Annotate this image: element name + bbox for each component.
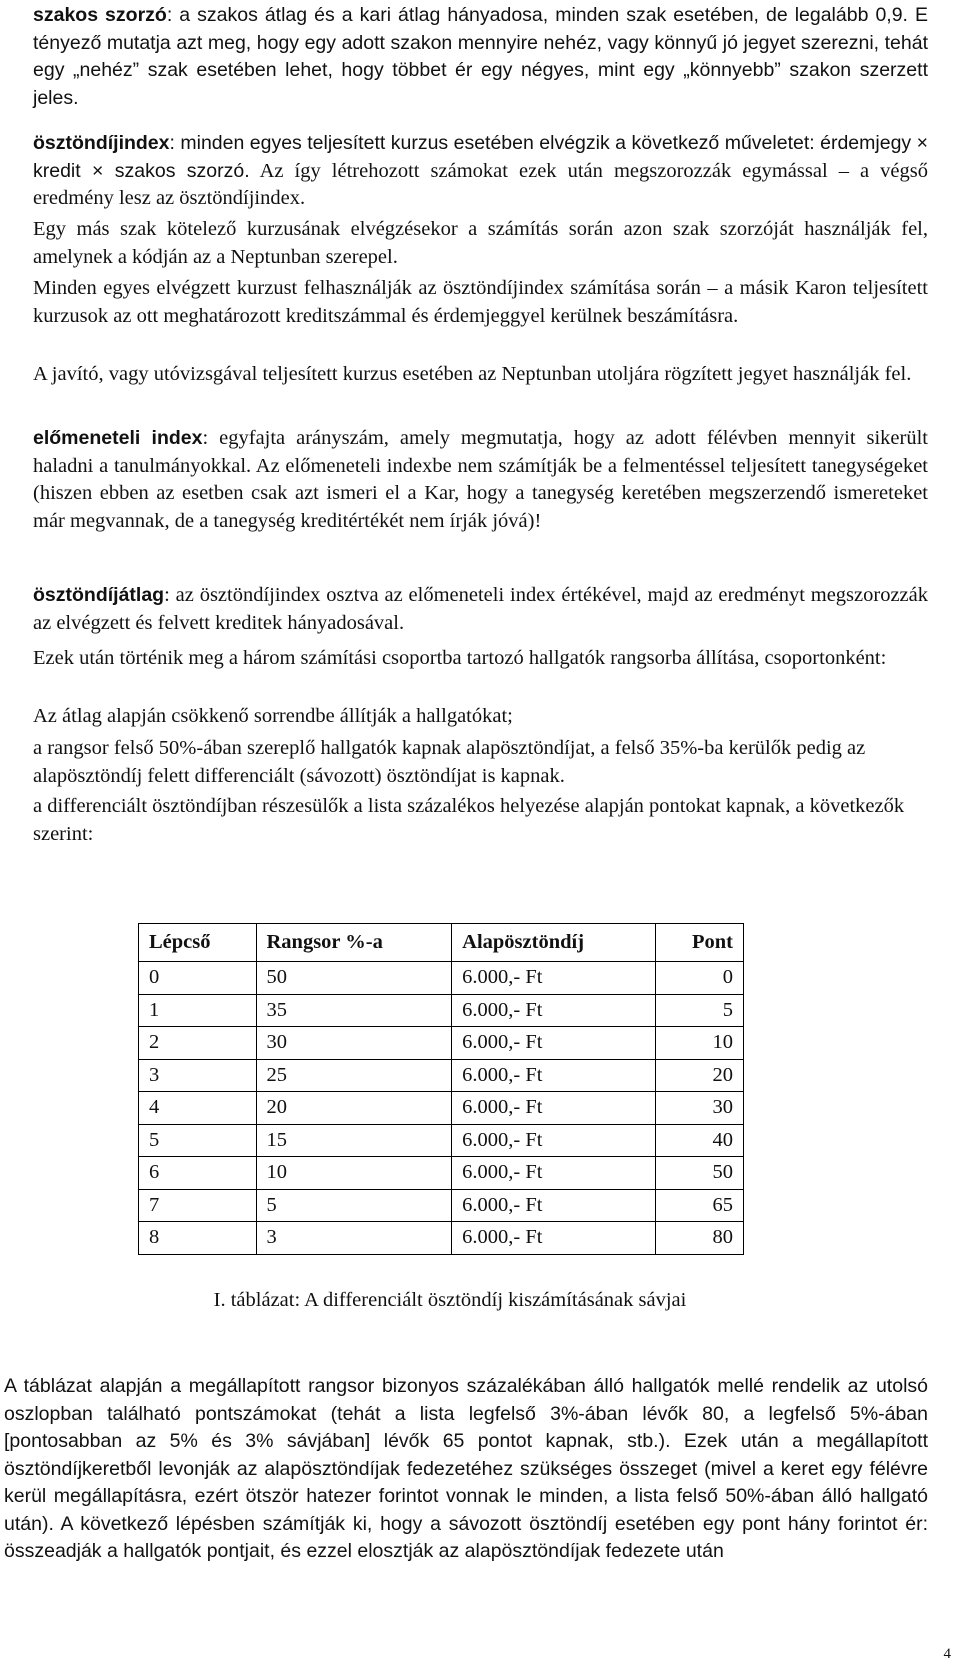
differentiated-scholarship-table xyxy=(138,923,744,1255)
paragraph-osztondijatlag xyxy=(33,582,928,637)
cell-alaposztondij: 6.000,- Ft xyxy=(452,1059,656,1092)
table-header-row xyxy=(139,924,744,962)
cell-rangsor: 3 xyxy=(256,1222,452,1255)
definition-text: : egyfajta arányszám, amely megmutatja, hogy az adott félévben mennyit sikerült haladni a tanulmányokkal. Az előmeneteli indexbe nem számítják be a felmentéssel teljesített tanegységeket (hiszen ebben az esetben csak azt ismeri el a Kar, hogy a tanegység keretében megszerzendő ismereteket már megvannak, de a tanegység kreditértékét nem írják jóvá)! xyxy=(33,427,929,532)
cell-pont: 80 xyxy=(655,1222,743,1255)
paragraph-osztondijindex xyxy=(33,130,928,213)
cell-rangsor: 10 xyxy=(256,1157,452,1190)
page-number: 4 xyxy=(943,1646,951,1662)
cell-rangsor: 5 xyxy=(256,1189,452,1222)
cell-pont: 50 xyxy=(655,1157,743,1190)
paragraph-javito: A javító, vagy utóvizsgával teljesített kurzus esetében az Neptunban utoljára rögzített jegyet használják fel. xyxy=(33,363,912,385)
paragraph-elomeneteli-index xyxy=(33,425,928,535)
table-row xyxy=(139,994,744,1027)
cell-rangsor: 15 xyxy=(256,1124,452,1157)
cell-alaposztondij: 6.000,- Ft xyxy=(452,1157,656,1190)
definition-text: : a szakos átlag és a kari átlag hányadosa, minden szak esetében, de legalább 0,9. E tényező mutatja azt meg, hogy egy adott szakon mennyire nehéz, vagy könnyű jó jegyet szerezni, tehát egy „nehéz” szak esetében lehet, hogy többet ér egy négyes, mint egy „könnyebb” szakon szerzett jeles. xyxy=(33,4,928,109)
definition-text: : minden egyes teljesített kurzus esetében elvégzik a következő műveletet: érdemjegy × kredit × szakos szorzó. xyxy=(33,132,928,182)
paragraph-pontszamok: A táblázat alapján a megállapított rangsor bizonyos százalékában álló hallgatók mellé rendelik az utolsó oszlopban található pontszámokat (tehát a lista legfelső 3%-ában lévők 80, a legfelső 5%-ában [pontosabban az 5% és 3% sávjában] lévők 65 pontot kapnak, stb.). Ezek után a megállapított ösztöndíjkeretből levonják az alapösztöndíjak fedezetéhez szükséges összeget (mivel a keret egy félévre kerül megállapításra, ezért ötször hatezer forintot vonnak le minden, a lista felső 50%-ában álló hallgató után). A következő lépésben számítják ki, hogy a sávozott ösztöndíj esetében egy pont hány forintot ér: összeadják a hallgatók pontjait, és ezzel elosztják az alapösztöndíjak fedezete után xyxy=(4,1375,928,1562)
table-row xyxy=(139,1027,744,1060)
cell-rangsor: 25 xyxy=(256,1059,452,1092)
paragraph-differencialt: a differenciált ösztöndíjban részesülők a lista százalékos helyezése alapján pontokat kapnak, a következők szerint: xyxy=(33,795,905,845)
term-elomeneteli-index: előmeneteli index xyxy=(33,427,203,449)
cell-pont: 40 xyxy=(655,1124,743,1157)
term-osztondijatlag: ösztöndíjátlag xyxy=(33,584,165,606)
cell-alaposztondij: 6.000,- Ft xyxy=(452,994,656,1027)
cell-alaposztondij: 6.000,- Ft xyxy=(452,1124,656,1157)
paragraph-alaposztondij: a rangsor felső 50%-ában szereplő hallgatók kapnak alapösztöndíjat, a felső 35%-ba kerülők pedig az alapösztöndíj felett differenciált (sávozott) ösztöndíjat is kapnak. xyxy=(33,737,866,787)
cell-lepcso: 4 xyxy=(139,1092,257,1125)
paragraph-rangsor: Ezek után történik meg a három számítási csoportba tartozó hallgatók rangsorba állítása, csoportonként: xyxy=(33,647,887,669)
cell-lepcso: 6 xyxy=(139,1157,257,1190)
col-header-alaposztondij: Alapösztöndíj xyxy=(452,924,656,962)
term-osztondijindex: ösztöndíjindex xyxy=(33,132,170,154)
cell-lepcso: 5 xyxy=(139,1124,257,1157)
cell-alaposztondij: 6.000,- Ft xyxy=(452,1027,656,1060)
cell-rangsor: 30 xyxy=(256,1027,452,1060)
col-header-lepcso: Lépcső xyxy=(139,924,257,962)
table-row xyxy=(139,1189,744,1222)
cell-alaposztondij: 6.000,- Ft xyxy=(452,1189,656,1222)
cell-lepcso: 0 xyxy=(139,962,257,995)
cell-rangsor: 35 xyxy=(256,994,452,1027)
paragraph-kurzusok: Minden egyes elvégzett kurzust felhasználják az ösztöndíjindex számítása során – a másik Karon teljesített kurzusok az ott meghatározott kreditszámmal és érdemjeggyel kerülnek beszámításra. xyxy=(33,277,928,327)
table-row xyxy=(139,1059,744,1092)
definition-text-cont: Az így létrehozott számokat ezek után megszorozzák egymással – a végső eredmény lesz az ösztöndíjindex. xyxy=(33,159,928,209)
cell-pont: 65 xyxy=(655,1189,743,1222)
table-row xyxy=(139,1124,744,1157)
definition-text: : az ösztöndíjindex osztva az előmeneteli index értékével, majd az eredményt megszorozzák az elvégzett és felvett kreditek hányadosával. xyxy=(33,584,928,634)
cell-alaposztondij: 6.000,- Ft xyxy=(452,1092,656,1125)
table-caption: I. táblázat: A differenciált ösztöndíj kiszámításának sávjai xyxy=(213,1289,687,1311)
col-header-rangsor: Rangsor %-a xyxy=(256,924,452,962)
table-row xyxy=(139,1092,744,1125)
table-row xyxy=(139,1222,744,1255)
cell-lepcso: 3 xyxy=(139,1059,257,1092)
cell-rangsor: 50 xyxy=(256,962,452,995)
cell-alaposztondij: 6.000,- Ft xyxy=(452,1222,656,1255)
cell-pont: 30 xyxy=(655,1092,743,1125)
cell-lepcso: 7 xyxy=(139,1189,257,1222)
cell-pont: 20 xyxy=(655,1059,743,1092)
cell-lepcso: 2 xyxy=(139,1027,257,1060)
cell-pont: 0 xyxy=(655,962,743,995)
paragraph-atlag: Az átlag alapján csökkenő sorrendbe állítják a hallgatókat; xyxy=(33,705,513,727)
cell-lepcso: 1 xyxy=(139,994,257,1027)
term-szakos-szorzo: szakos szorzó xyxy=(33,4,167,26)
cell-lepcso: 8 xyxy=(139,1222,257,1255)
table-row xyxy=(139,1157,744,1190)
cell-pont: 5 xyxy=(655,994,743,1027)
paragraph-szakos-szorzo xyxy=(33,2,928,112)
cell-alaposztondij: 6.000,- Ft xyxy=(452,962,656,995)
cell-rangsor: 20 xyxy=(256,1092,452,1125)
paragraph-mas-szak: Egy más szak kötelező kurzusának elvégzésekor a számítás során azon szak szorzóját használják fel, amelynek a kódján az a Neptunban szerepel. xyxy=(33,218,928,268)
cell-pont: 10 xyxy=(655,1027,743,1060)
col-header-pont: Pont xyxy=(655,924,743,962)
table-row xyxy=(139,962,744,995)
